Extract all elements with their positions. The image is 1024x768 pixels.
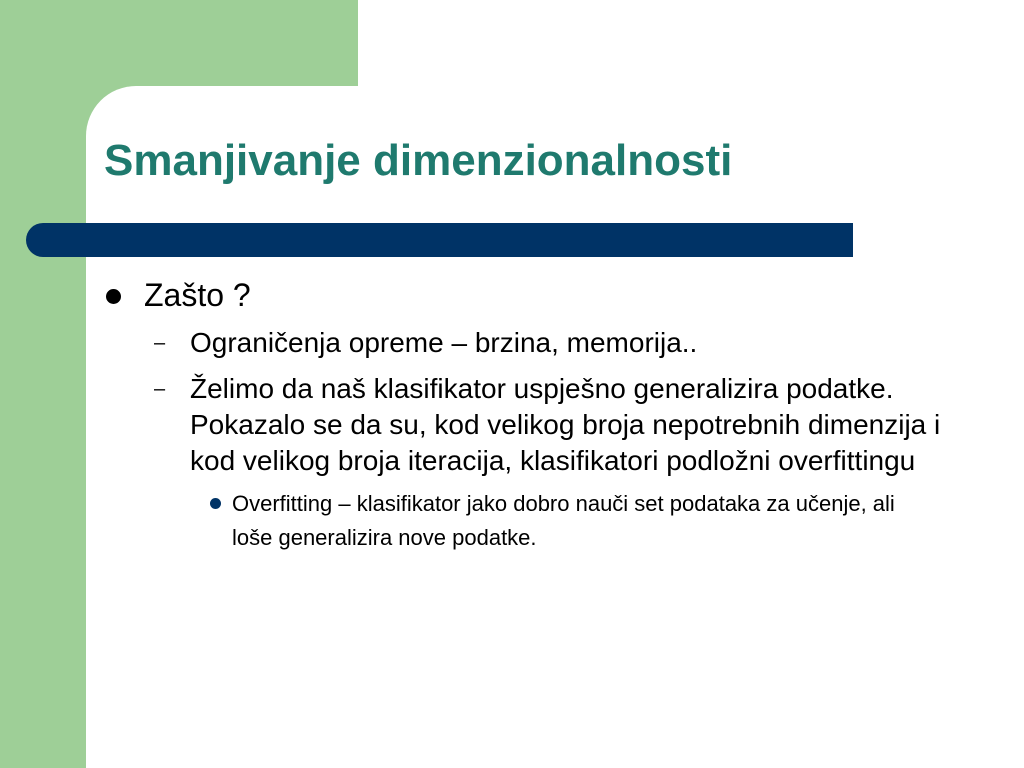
bullet-dot-icon	[106, 289, 121, 304]
bullet-text: Želimo da naš klasifikator uspješno generalizira podatke. Pokazalo se da su, kod velikog broja nepotrebnih dimenzija i kod velikog broja iteracija, klasifikatori podložni overfittingu	[190, 373, 941, 476]
bullet-text: Zašto ?	[144, 277, 251, 313]
bullet-level1-item	[104, 275, 984, 315]
title-underline-bar	[26, 223, 853, 257]
bullet-text: Ograničenja opreme – brzina, memorija..	[190, 327, 698, 358]
background-left-strip	[0, 0, 86, 768]
bullet-level2-item	[144, 325, 970, 361]
bullet-level2-item	[144, 371, 970, 479]
bullet-list	[104, 275, 984, 555]
bullet-level3-item	[190, 487, 932, 555]
bullet-text: Overfitting – klasifikator jako dobro nauči set podataka za učenje, ali loše generalizira nove podatke.	[232, 491, 895, 550]
dash-bullet-icon: –	[154, 378, 166, 400]
bullet-dot-small-icon	[210, 498, 221, 509]
dash-bullet-icon: –	[154, 332, 166, 354]
slide-title: Smanjivanje dimenzionalnosti	[104, 136, 733, 185]
